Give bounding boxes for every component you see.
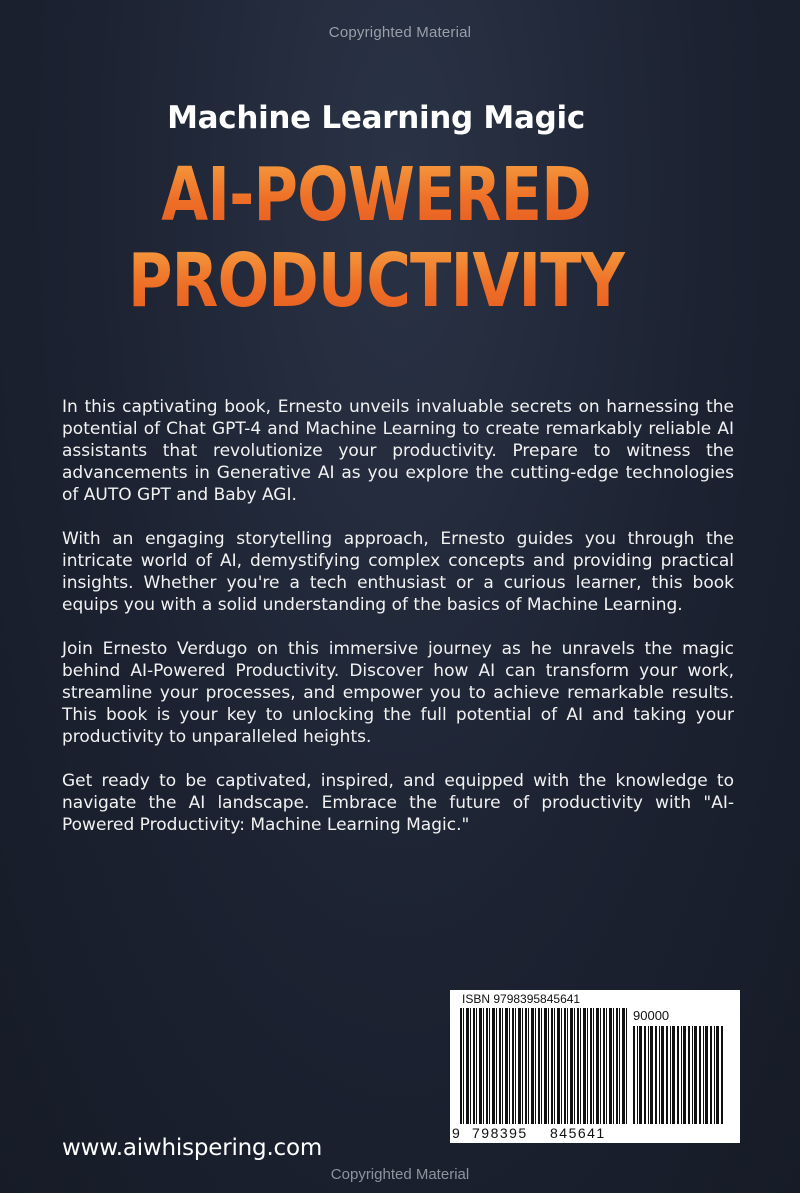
barcode-digits [450,1124,740,1143]
barcode-digit-lead: 9 [452,1125,460,1141]
barcode-digit-group-2: 845641 [550,1125,606,1141]
barcode-bars-icon [460,1008,628,1126]
description-paragraph-3: Join Ernesto Verdugo on this immersive journey as he unravels the magic behind AI-Powered Productivity. Discover how AI can transform your work, streamline your processes, and empower you to achieve remarkable results. This book is your key to unlocking the full potential of AI and taking your productivity to unparalleled heights. [62,639,734,747]
book-title-line-1: AI-POWERED [68,152,685,238]
price-code: 90000 [633,1008,670,1023]
barcode-addon-bars-icon [633,1026,725,1126]
book-subtitle: Machine Learning Magic [167,100,585,136]
barcode-digit-group-1: 798395 [472,1125,528,1141]
book-description [62,396,734,858]
isbn-label: ISBN 9798395845641 [462,992,581,1006]
description-paragraph-2: With an engaging storytelling approach, Ernesto guides you through the intricate world of AI, demystifying complex concepts and providing practical insights. Whether you're a tech enthusiast or a curious learner, this book equips you with a solid understanding of the basics of Machine Learning. [62,529,734,615]
watermark-top: Copyrighted Material [328,24,472,41]
website-url: www.aiwhispering.com [62,1135,323,1161]
book-title-line-2: PRODUCTIVITY [68,238,685,324]
description-paragraph-4: Get ready to be captivated, inspired, and equipped with the knowledge to navigate the AI landscape. Embrace the future of productivity with "AI-Powered Productivity: Machine Learning Magic." [62,771,734,835]
isbn-barcode [450,990,740,1143]
description-paragraph-1: In this captivating book, Ernesto unveils invaluable secrets on harnessing the potential of Chat GPT-4 and Machine Learning to create remarkably reliable AI assistants that revolutionize your productivity. Prepare to witness the advancements in Generative AI as you explore the cutting-edge technologies of AUTO GPT and Baby AGI. [62,397,734,505]
watermark-bottom: Copyrighted Material [330,1166,470,1183]
